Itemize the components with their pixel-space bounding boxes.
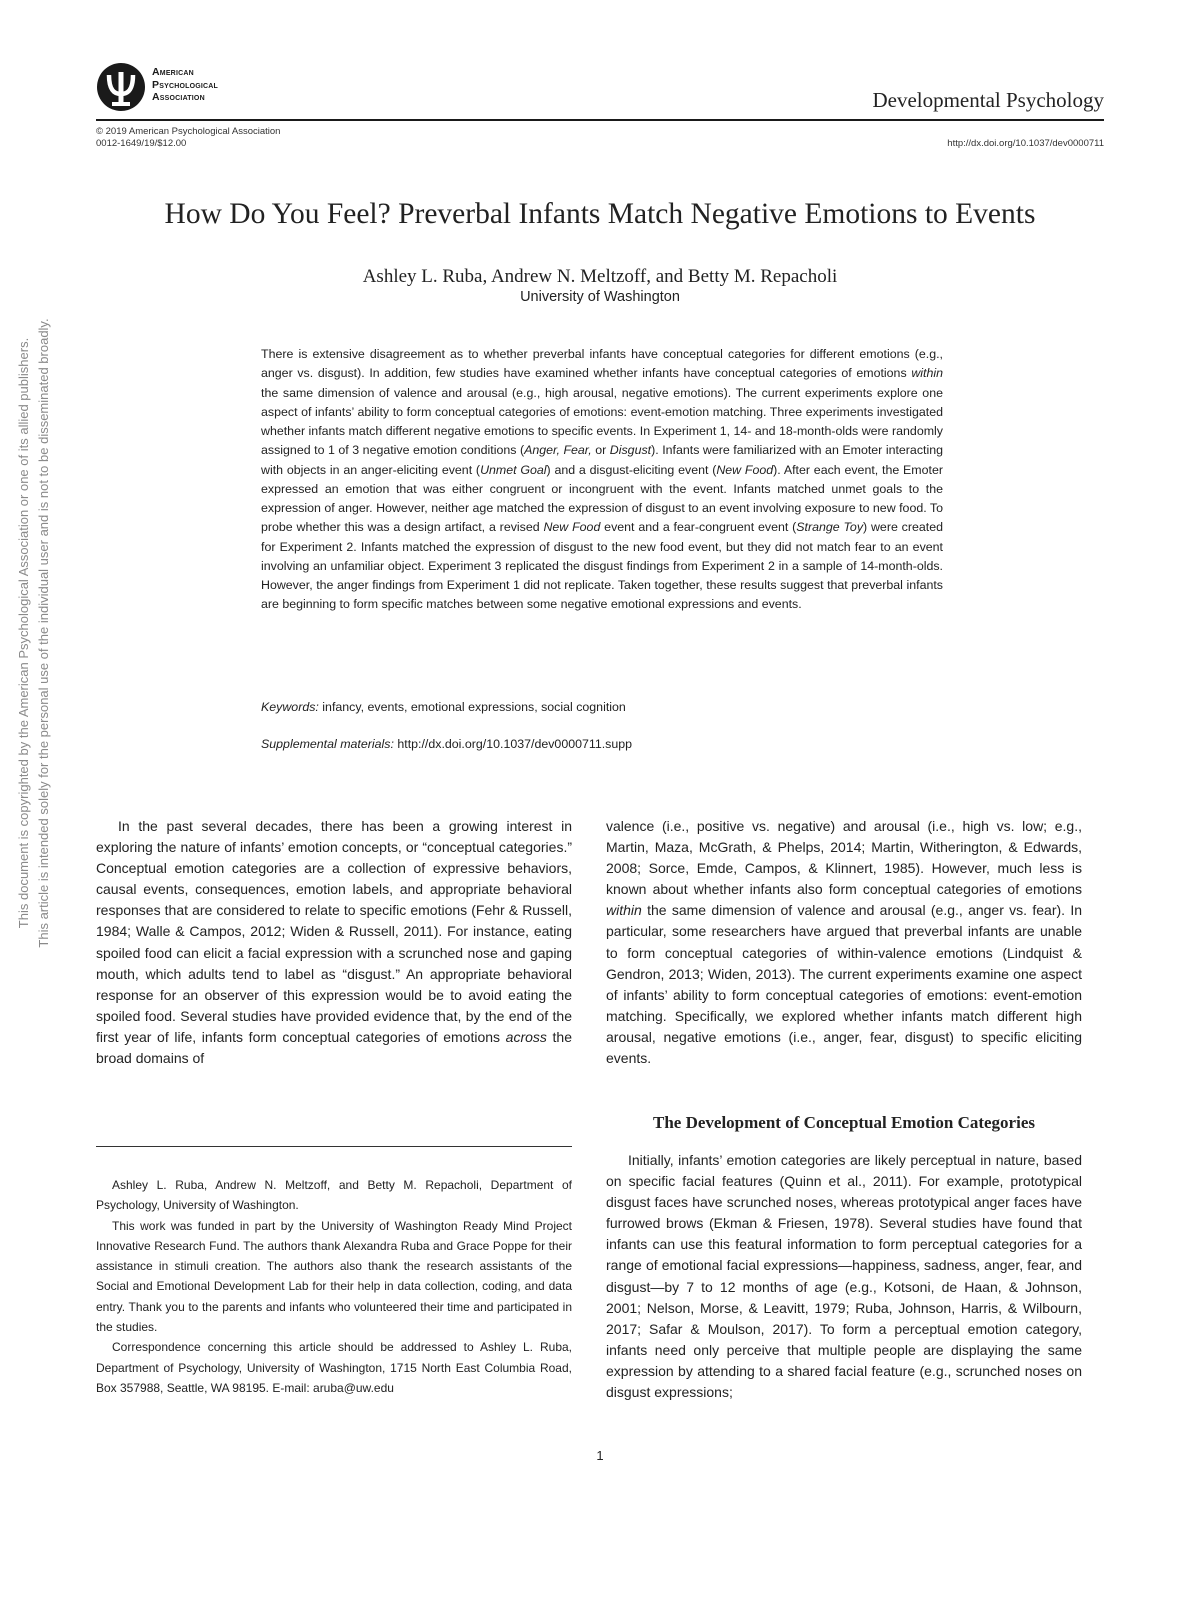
abstract-text: the same dimension of valence and arousal (e.g., high arousal, negative emotions). The current experiments explore one aspect of infants’ ability to form conceptual categories of emotions: event-emotion matching. Three experiments investigated whether infants match different negative emotions to specific events. In Experiment 1, 14- and 18-month-olds were randomly assigned to 1 of 3 negative emotion conditions ( — [261, 385, 943, 458]
logo-line: American — [152, 66, 194, 78]
body-emphasis: within — [606, 902, 642, 919]
abstract-text: event and a fear-congruent event ( — [600, 520, 797, 535]
abstract-emphasis: Unmet Goal — [480, 462, 547, 477]
abstract-emphasis: Strange Toy — [796, 520, 864, 535]
author-affiliation: University of Washington — [520, 289, 680, 305]
page-header — [96, 60, 1104, 118]
abstract — [261, 345, 943, 615]
side-notice-line: This article is intended solely for the personal use of the individual user and is not to be disseminated broadly. — [36, 318, 51, 948]
body-paragraph: Initially, infants’ emotion categories are likely perceptual in nature, based on specific facial features (Quinn et al., 2011). For example, prototypical disgust faces have scrunched noses, whereas prototypical anger faces have furrowed brows (Ekman & Friesen, 1978). Several studies have found that infants can use this featural information to form perceptual categories for a range of emotional facial expressions—happiness, sadness, anger, fear, and disgust—by 7 to 12 months of age (e.g., Kotsoni, de Haan, & Johnson, 2001; Nelson, Morse, & Leavitt, 1979; Ruba, Johnson, Harris, & Wilbourn, 2017; Safar & Moulson, 2017). To form a perceptual emotion category, infants need only perceive that multiple people are displaying the same expression by attending to a shared facial feature (e.g., scrunched noses on disgust expressions; — [606, 1152, 1082, 1401]
abstract-text: or — [591, 443, 610, 458]
body-left-column — [96, 816, 572, 1069]
apa-psi-logo-icon — [96, 62, 146, 112]
copyright-line: © 2019 American Psychological Association — [96, 126, 281, 137]
supplemental-link[interactable]: http://dx.doi.org/10.1037/dev0000711.supp — [393, 737, 633, 751]
body-emphasis: across — [505, 1028, 547, 1045]
abstract-emphasis: New Food — [716, 462, 774, 477]
journal-name: Developmental Psychology — [872, 88, 1104, 112]
keywords — [261, 700, 943, 714]
body-paragraph — [96, 816, 572, 1069]
abstract-text: There is extensive disagreement as to whether preverbal infants have conceptual categories for different emotions (e.g., anger vs. disgust). In addition, few studies have examined whether infants have conceptual categories of emotions — [261, 347, 943, 381]
abstract-emphasis: within — [911, 366, 943, 381]
body-text: the broad domains of — [96, 1028, 572, 1067]
header-divider — [96, 119, 1104, 121]
page-number: 1 — [596, 1448, 604, 1463]
copyright-side-notice — [14, 113, 54, 1153]
abstract-text: ). Infants were familiarized with an Emoter interacting with objects in an anger-eliciting event ( — [261, 443, 943, 477]
body-text: the same dimension of valence and arousal (e.g., anger vs. fear). In particular, some researchers have argued that preverbal infants are unable to form conceptual categories of within-valence emotions (Lindquist & Gendron, 2013; Widen, 2013). The current experiments examine one aspect of infants’ ability to form conceptual categories of emotions: event-emotion matching. Specifically, we explored whether infants match different high arousal, negative emotions (i.e., anger, fear, disgust) to specific eliciting events. — [606, 902, 1082, 1067]
copyright-block — [96, 126, 280, 150]
supplemental-label: Supplemental materials: — [261, 737, 394, 751]
abstract-text: ). After each event, the Emoter expressed an emotion that was either congruent or incongruent with the event. Infants matched unmet goals to the expression of anger. However, neither age matched the expression of disgust to an event involving exposure to new food. To probe whether this was a design artifact, a revised — [261, 462, 943, 535]
supplemental-materials — [261, 737, 943, 751]
side-notice-line: This document is copyrighted by the American Psychological Association or one of its allied publishers. — [16, 337, 31, 929]
keywords-label: Keywords: — [261, 700, 319, 714]
body-right-column-top — [606, 816, 1082, 1069]
author-note-paragraph: This work was funded in part by the University of Washington Ready Mind Project Innovative Research Fund. The authors thank Alexandra Ruba and Grace Poppe for their assistance in stimuli creation. The authors also thank the research assistants of the Social and Emotional Development Lab for their help in data collection, coding, and data entry. Thank you to the parents and infants who volunteered their time and participated in the studies. — [96, 1218, 572, 1335]
author-note — [96, 1175, 572, 1398]
author-note-paragraph: Ashley L. Ruba, Andrew N. Meltzoff, and Betty M. Repacholi, Department of Psychology, University of Washington. — [96, 1178, 572, 1213]
body-right-column-bottom — [606, 1150, 1082, 1403]
apa-logo — [96, 60, 266, 116]
abstract-emphasis: Anger, Fear, — [524, 443, 592, 458]
keywords-list: infancy, events, emotional expressions, social cognition — [318, 700, 626, 714]
author-list: Ashley L. Ruba, Andrew N. Meltzoff, and Betty M. Repacholi — [362, 266, 838, 287]
abstract-emphasis: New Food — [543, 520, 601, 535]
author-note-paragraph: Correspondence concerning this article should be addressed to Ashley L. Ruba, Department of Psychology, University of Washington, 1715 North East Columbia Road, Box 357988, Seattle, WA 98195. E-mail: aruba@uw.edu — [96, 1340, 572, 1395]
body-text: In the past several decades, there has been a growing interest in exploring the nature of infants’ emotion concepts, or “conceptual categories.” Conceptual emotion categories are a collection of expressive behaviors, causal events, consequences, emotion labels, and appropriate behavioral responses that are considered to relate to specific emotions (Fehr & Russell, 1984; Walle & Campos, 2012; Widen & Russell, 2011). For instance, eating spoiled food can elicit a facial expression with a scrunched nose and gaping mouth, which adults tend to label as “disgust.” An appropriate behavioral response for an observer of this expression would be to avoid eating the spoiled food. Several studies have provided evidence that, by the end of the first year of life, infants form conceptual categories of emotions — [96, 818, 572, 1045]
abstract-text: ) were created for Experiment 2. Infants matched the expression of disgust to the new food event, but they did not match fear to an event involving an unfamiliar object. Experiment 3 replicated the disgust findings from Experiment 2 in a sample of 14-month-olds. However, the anger findings from Experiment 1 did not replicate. Taken together, these results suggest that preverbal infants are beginning to form specific matches between some negative emotional expressions and events. — [261, 520, 943, 612]
body-paragraph — [606, 816, 1082, 1069]
logo-line: Association — [152, 91, 205, 103]
body-text: valence (i.e., positive vs. negative) and arousal (i.e., high vs. low; e.g., Martin, Maza, McGrath, & Phelps, 2014; Martin, Witherington, & Edwards, 2008; Sorce, Emde, Campos, & Klinnert, 1985). However, much less is known about whether infants also form conceptual categories of emotions — [606, 818, 1082, 898]
abstract-emphasis: Disgust — [609, 443, 652, 458]
apa-wordmark — [152, 66, 218, 104]
logo-line: Psychological — [152, 78, 218, 91]
issn-line: 0012-1649/19/$12.00 — [96, 138, 187, 149]
article-title: How Do You Feel? Preverbal Infants Match Negative Emotions to Events — [164, 198, 1036, 230]
section-heading: The Development of Conceptual Emotion Categories — [653, 1113, 1035, 1132]
doi-link[interactable]: http://dx.doi.org/10.1037/dev0000711 — [947, 138, 1104, 149]
abstract-text: ) and a disgust-eliciting event ( — [546, 462, 717, 477]
footnote-divider — [96, 1146, 572, 1147]
